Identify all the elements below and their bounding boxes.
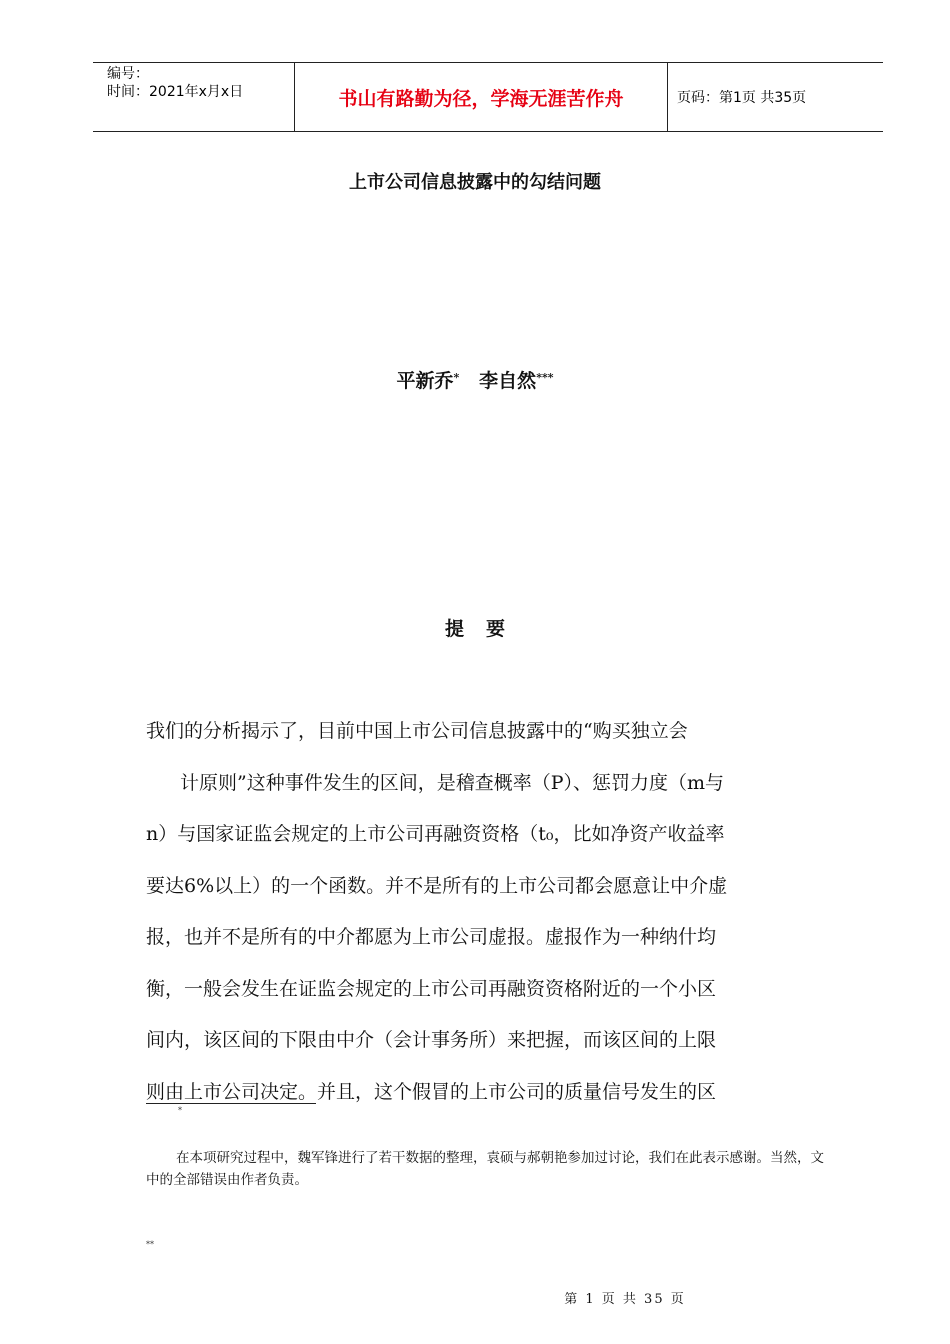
author-name: 平新乔 <box>396 370 454 392</box>
number-label: 编号： <box>107 66 149 82</box>
document-header <box>93 62 883 132</box>
abstract-line: 我们的分析揭示了，目前中国上市公司信息披露中的“购买独立会 <box>146 720 688 742</box>
abstract-line: 衡，一般会发生在证监会规定的上市公司再融资资格附近的一个小区 <box>146 977 717 1000</box>
footnote-separator <box>146 1103 316 1104</box>
document-title: 上市公司信息披露中的勾结问题 <box>349 172 601 193</box>
abstract-line: 要达6%以上）的一个函数。并不是所有的上市公司都会愿意让中介虚 <box>146 874 728 897</box>
footnote-text: 在本项研究过程中，魏军锋进行了若干数据的整理，袁硕与郝朝艳参加过讨论，我们在此表示感谢。当然，文中的全部错误由作者负责。 <box>146 1150 824 1188</box>
author-name: 李自然 <box>479 370 537 392</box>
abstract-body <box>146 706 836 1118</box>
author-line <box>0 366 950 393</box>
header-divider <box>667 63 668 131</box>
page-footer: 第 1 页 共 35 页 <box>564 1292 686 1307</box>
header-motto: 书山有路勤为径，学海无涯苦作舟 <box>338 87 624 110</box>
time-label: 时间：2021年x月x日 <box>107 84 244 100</box>
author-footnote-mark: *** <box>536 371 554 384</box>
abstract-line: 间内，该区间的下限由中介（会计事务所）来把握，而该区间的上限 <box>146 1029 717 1051</box>
footnote-mark: * <box>178 1106 182 1115</box>
author-footnote-mark: * <box>453 371 460 384</box>
abstract-line: 计原则”这种事件发生的区间，是稽查概率（P）、惩罚力度（m与 <box>180 771 725 794</box>
abstract-line: n）与国家证监会规定的上市公司再融资资格（t₀，比如净资产收益率 <box>146 823 725 845</box>
header-meta <box>107 65 243 101</box>
footnote-mark: ** <box>146 1240 154 1249</box>
abstract-line: 则由上市公司决定。并且，这个假冒的上市公司的质量信号发生的区 <box>146 1080 717 1103</box>
abstract-line: 报，也并不是所有的中介都愿为上市公司虚报。虚报作为一种纳什均 <box>146 926 717 948</box>
abstract-heading: 提要 <box>444 618 527 640</box>
header-page-info: 页码：第1页 共35页 <box>677 90 807 106</box>
